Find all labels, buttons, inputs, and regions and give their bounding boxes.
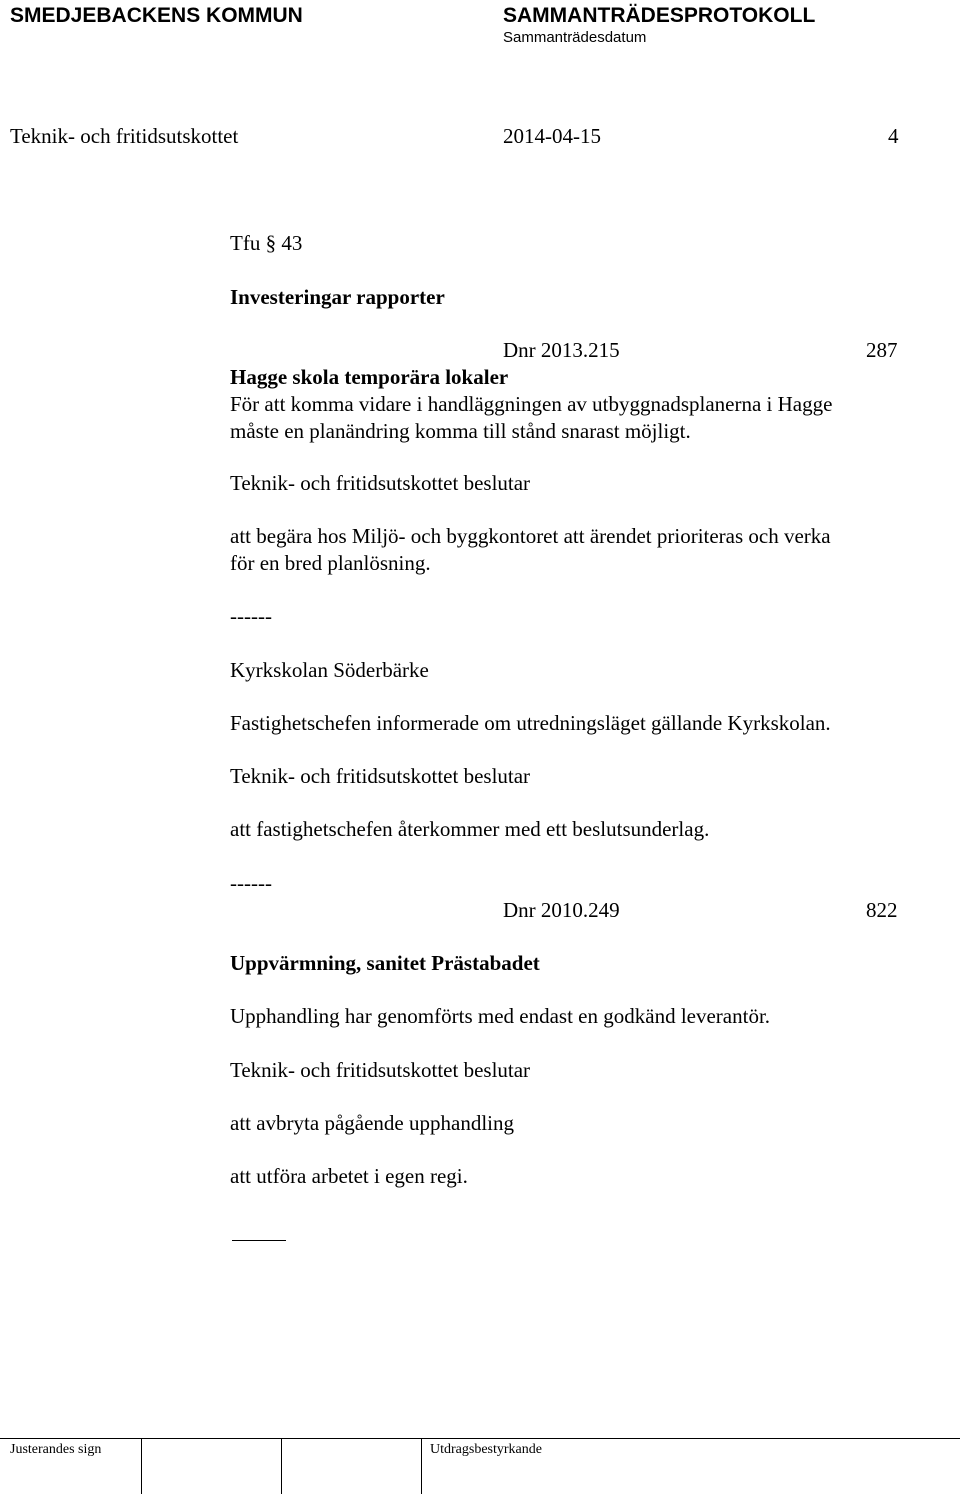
kyrkskolan-decision: att fastighetschefen återkommer med ett beslutsunderlag. (230, 817, 710, 841)
prastabadet-decision-label: Teknik- och fritidsutskottet beslutar (230, 1058, 531, 1082)
signature-footer (0, 1438, 960, 1494)
footer-rule (0, 1438, 960, 1439)
prastabadet-decision-line2: att utföra arbetet i egen regi. (230, 1164, 468, 1188)
prastabadet-dnr: Dnr 2010.249 (503, 898, 620, 922)
prastabadet-decision-line1: att avbryta pågående upphandling (230, 1111, 514, 1135)
utdragsbestyrkande-label: Utdragsbestyrkande (430, 1442, 542, 1457)
prastabadet-code: 822 (866, 898, 898, 922)
justerandes-sign-label: Justerandes sign (10, 1442, 102, 1457)
kyrkskolan-text: Fastighetschefen informerade om utredningsläget gällande Kyrkskolan. (230, 711, 831, 735)
hagge-decision-label: Teknik- och fritidsutskottet beslutar (230, 471, 531, 495)
signature-box-divider (141, 1439, 142, 1494)
hagge-heading: Hagge skola temporära lokaler (230, 365, 509, 389)
paragraph-reference: Tfu § 43 (230, 231, 303, 255)
page-number: 4 (888, 124, 899, 148)
hagge-dnr: Dnr 2013.215 (503, 338, 620, 362)
committee-name: Teknik- och fritidsutskottet (10, 124, 239, 148)
separator: ------ (230, 604, 272, 628)
hagge-code: 287 (866, 338, 898, 362)
kyrkskolan-heading: Kyrkskolan Söderbärke (230, 658, 429, 682)
hagge-decision-line1: att begära hos Miljö- och byggkontoret att ärendet prioriteras och verka (230, 524, 831, 548)
prastabadet-heading: Uppvärmning, sanitet Prästabadet (230, 951, 540, 975)
signature-box-divider (281, 1439, 282, 1494)
kyrkskolan-decision-label: Teknik- och fritidsutskottet beslutar (230, 764, 531, 788)
end-rule (232, 1240, 286, 1241)
section-title: Investeringar rapporter (230, 285, 445, 309)
meeting-date: 2014-04-15 (503, 124, 601, 148)
hagge-text-line1: För att komma vidare i handläggningen av utbyggnadsplanerna i Hagge (230, 392, 833, 416)
prastabadet-text: Upphandling har genomförts med endast en godkänd leverantör. (230, 1004, 771, 1028)
document-type: SAMMANTRÄDESPROTOKOLL (503, 4, 816, 27)
separator: ------ (230, 871, 272, 895)
hagge-decision-line2: för en bred planlösning. (230, 551, 431, 575)
meeting-date-label: Sammanträdesdatum (503, 29, 647, 46)
signature-box-divider (421, 1439, 422, 1494)
municipality-name: SMEDJEBACKENS KOMMUN (10, 4, 303, 27)
hagge-text-line2: måste en planändring komma till stånd snarast möjligt. (230, 419, 691, 443)
